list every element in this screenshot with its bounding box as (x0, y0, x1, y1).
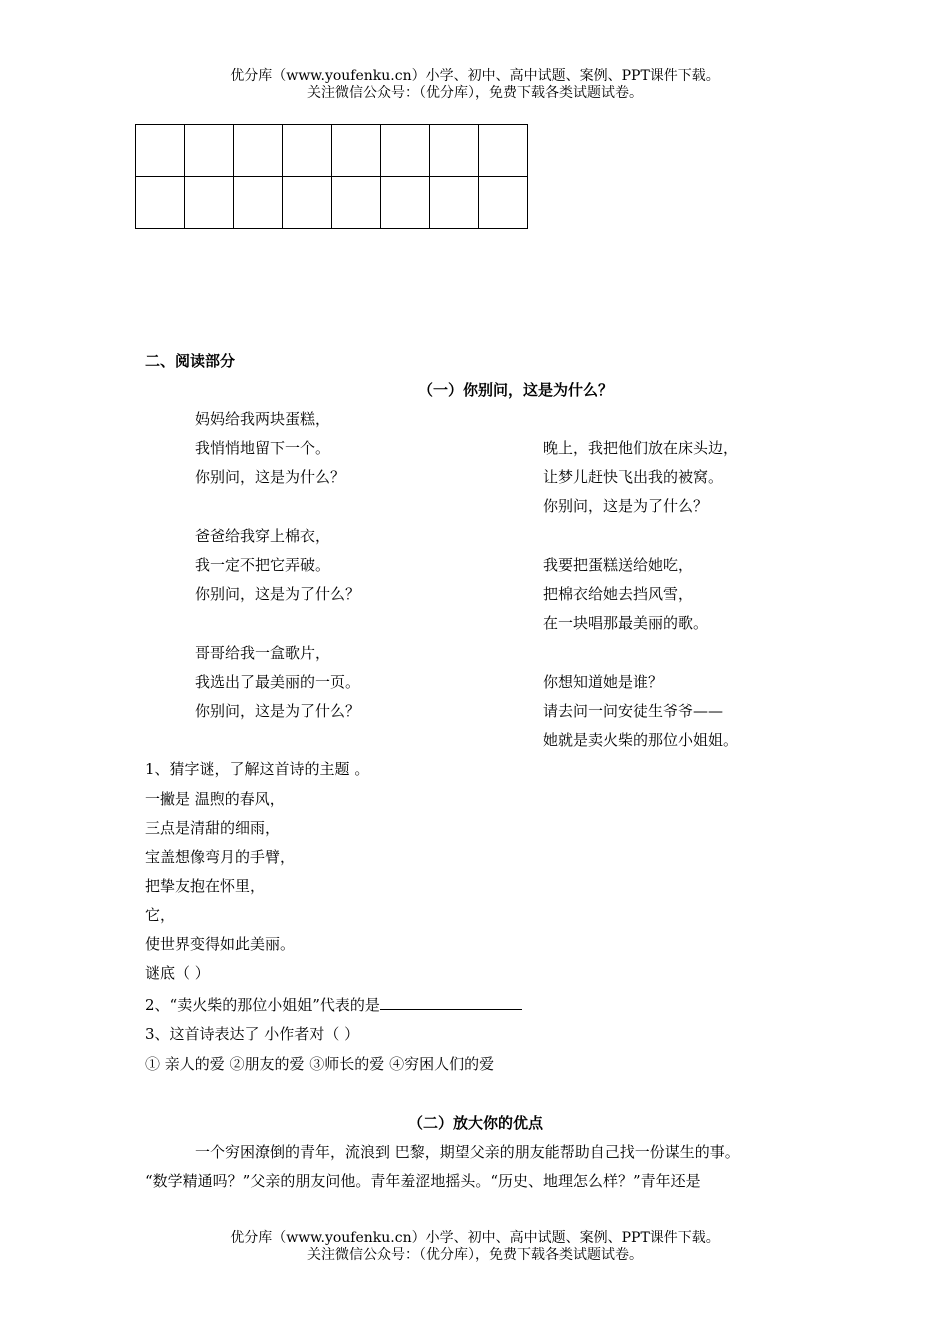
poem-right-line: 我要把蛋糕送给她吃， (543, 556, 694, 574)
poem-left-line: 我选出了最美丽的一页。 (195, 673, 361, 691)
grid-cell (430, 177, 479, 229)
grid-cell (332, 125, 381, 177)
poem-right-line: 请去问一问安徒生爷爷—— (543, 702, 724, 720)
grid-row (136, 177, 528, 229)
grid-cell (185, 177, 234, 229)
poem-right-line: 晚上，我把他们放在床头边， (543, 439, 739, 457)
question-2-text: 2、“卖火柴的那位小姐姐”代表的是 (145, 996, 380, 1014)
header-line-1: 优分库（www.youfenku.cn）小学、初中、高中试题、案例、PPT课件下载。 (230, 68, 720, 84)
passage-paragraph: 一个穷困潦倒的青年，流浪到 巴黎，期望父亲的朋友能帮助自己找一份谋生的事。 (195, 1143, 740, 1161)
riddle-line: 三点是清甜的细雨， (145, 819, 281, 837)
grid-cell (136, 177, 185, 229)
riddle-line: 把挚友抱在怀里， (145, 877, 266, 895)
riddle-answer: 谜底（ ） (145, 964, 210, 982)
grid-cell (430, 125, 479, 177)
poem-left-line: 你别问，这是为什么？ (195, 468, 346, 486)
poem-right-line: 让梦儿赶快飞出我的被窝。 (543, 468, 724, 486)
page-header (0, 68, 950, 102)
poem-left-line: 妈妈给我两块蛋糕， (195, 410, 331, 428)
grid-cell (332, 177, 381, 229)
grid-cell (234, 177, 283, 229)
poem-left-line: 爸爸给我穿上棉衣， (195, 527, 331, 545)
riddle-line: 它， (145, 906, 176, 924)
grid-cell (381, 177, 430, 229)
riddle-line: 宝盖想像弯月的手臂， (145, 848, 296, 866)
poem-left-line: 你别问，这是为了什么？ (195, 702, 361, 720)
grid-cell (283, 125, 332, 177)
passage-title: （二）放大你的优点 (408, 1114, 544, 1132)
poem-left-line: 哥哥给我一盒歌片， (195, 644, 331, 662)
grid-cell (479, 177, 528, 229)
grid-cell (234, 125, 283, 177)
poem-left-line: 你别问，这是为了什么？ (195, 585, 361, 603)
grid-row (136, 125, 528, 177)
footer-line-2: 关注微信公众号：（优分库），免费下载各类试题试卷。 (307, 1247, 643, 1263)
grid-cell (185, 125, 234, 177)
grid-cell (381, 125, 430, 177)
poem-left-line: 我一定不把它弄破。 (195, 556, 331, 574)
passage-paragraph: “数学精通吗？”父亲的朋友问他。青年羞涩地摇头。“历史、地理怎么样？”青年还是 (145, 1172, 701, 1190)
question-3-options: ① 亲人的爱 ②朋友的爱 ③师长的爱 ④穷困人们的爱 (145, 1055, 495, 1073)
page-footer (0, 1230, 950, 1264)
writing-grid (135, 124, 528, 229)
poem-right-line: 在一块唱那最美丽的歌。 (543, 614, 709, 632)
poem-right-line: 她就是卖火柴的那位小姐姐。 (543, 731, 739, 749)
footer-line-1: 优分库（www.youfenku.cn）小学、初中、高中试题、案例、PPT课件下载。 (230, 1230, 720, 1246)
poem-right-line: 你别问，这是为了什么？ (543, 497, 709, 515)
grid-cell (283, 177, 332, 229)
header-line-2: 关注微信公众号：（优分库），免费下载各类试题试卷。 (307, 85, 643, 101)
grid-cell (136, 125, 185, 177)
poem-right-line: 你想知道她是谁？ (543, 673, 664, 691)
question-2 (145, 995, 522, 1015)
poem-left-line: 我悄悄地留下一个。 (195, 439, 331, 457)
question-1: 1、猜字谜，了解这首诗的主题 。 (145, 760, 370, 778)
answer-blank (380, 995, 522, 1010)
poem-title: （一）你别问，这是为什么？ (418, 381, 614, 399)
question-3: 3、这首诗表达了 小作者对（ ） (145, 1025, 360, 1043)
grid-cell (479, 125, 528, 177)
riddle-line: 一撇是 温煦的春风， (145, 790, 285, 808)
section-title: 二、阅读部分 (145, 352, 236, 370)
riddle-line: 使世界变得如此美丽。 (145, 935, 296, 953)
poem-right-line: 把棉衣给她去挡风雪， (543, 585, 694, 603)
